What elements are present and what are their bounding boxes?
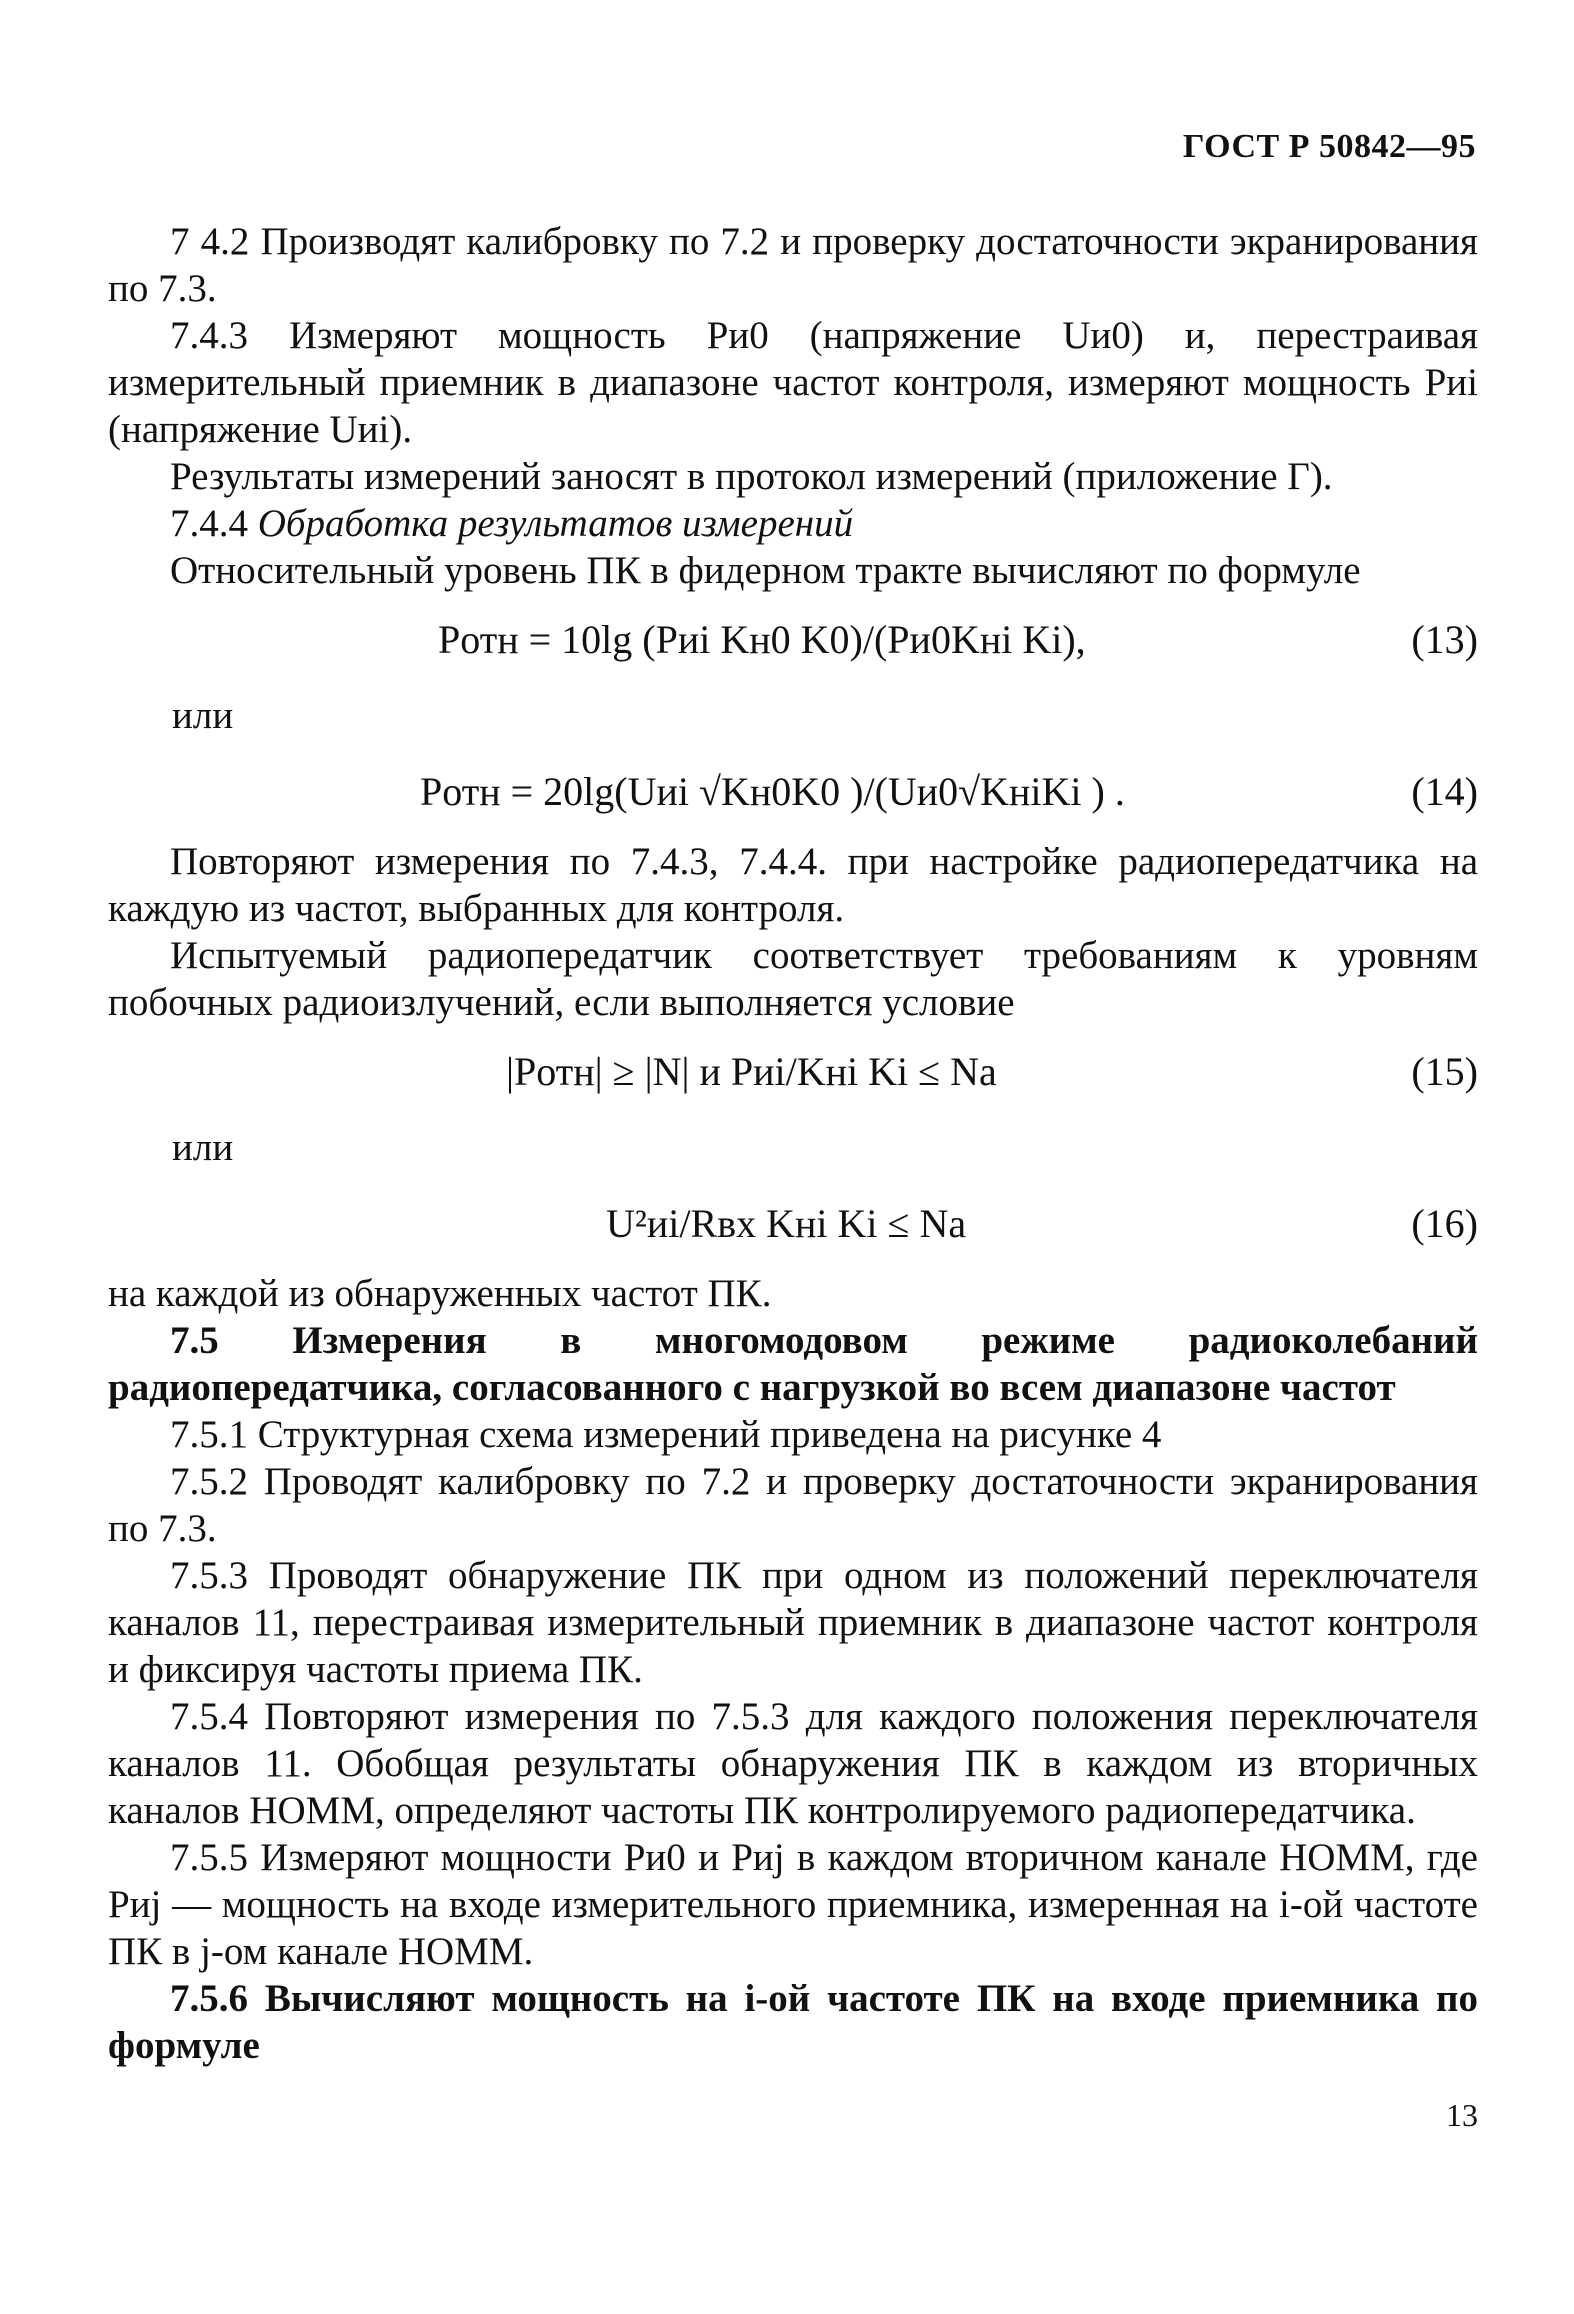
formula-16	[108, 1186, 1478, 1262]
section-title: Обработка результатов измерений	[257, 502, 854, 545]
paragraph-results: Результаты измерений заносят в протокол измерений (приложение Г).	[170, 455, 1333, 498]
formula-16-expression: U²иi/Rвх Kнi Ki ≤ Nа	[606, 1201, 967, 1246]
paragraph-7-5-5: 7.5.5 Измеряют мощности Pи0 и Pиj в каждом вторичном канале НОММ, где Pиj — мощность на входе измерительного приемника, измеренная на i-ой частоте ПК в j-ом канале НОММ.	[108, 1836, 1478, 1973]
formula-14	[108, 754, 1478, 830]
formula-13-number: (13)	[1411, 617, 1478, 662]
document-header: ГОСТ Р 50842—95	[1182, 128, 1476, 165]
section-number: 7.4.4	[170, 502, 248, 545]
paragraph-7-5-2: 7.5.2 Проводят калибровку по 7.2 и проверку достаточности экранирования по 7.3.	[108, 1460, 1478, 1550]
paragraph-each-frequency: на каждой из обнаруженных частот ПК.	[108, 1272, 772, 1315]
document-body	[108, 218, 1478, 2069]
page-number: 13	[1446, 2097, 1478, 2133]
formula-13-expression: Pотн = 10lg (Pиi Kн0 K0)/(Pи0Kнi Ki),	[438, 617, 1086, 662]
formula-15-number: (15)	[1411, 1049, 1478, 1094]
paragraph-7-5-3: 7.5.3 Проводят обнаружение ПК при одном из положений переключателя каналов 11, перестраивая измерительный приемник в диапазоне частот контроля и фиксируя частоты приема ПК.	[108, 1554, 1478, 1691]
paragraph-7-5-6: 7.5.6 Вычисляют мощность на i-ой частоте ПК на входе приемника по формуле	[108, 1977, 1478, 2067]
section-7-5-heading: 7.5 Измерения в многомодовом режиме радиоколебаний радиопередатчика, согласованного с нагрузкой во всем диапазоне частот	[108, 1319, 1478, 1409]
paragraph-7-5-4: 7.5.4 Повторяют измерения по 7.5.3 для каждого положения переключателя каналов 11. Обобщая результаты обнаружения ПК в каждом из вторичных каналов НОММ, определяют частоты ПК контролируемого радиопередатчика.	[108, 1695, 1478, 1832]
or-label: или	[172, 694, 234, 737]
paragraph-7-4-3: 7.4.3 Измеряют мощность Pи0 (напряжение Uи0) и, перестраивая измерительный приемник в диапазоне частот контроля, измеряют мощность Pиi (напряжение Uиi).	[108, 314, 1478, 451]
formula-16-number: (16)	[1411, 1201, 1478, 1246]
paragraph-relative-level: Относительный уровень ПК в фидерном тракте вычисляют по формуле	[170, 549, 1361, 592]
formula-13	[108, 602, 1478, 678]
paragraph-tested-transmitter: Испытуемый радиопередатчик соответствует требованиям к уровням побочных радиоизлучений, если выполняется условие	[108, 934, 1478, 1024]
paragraph-7-5-1: 7.5.1 Структурная схема измерений приведена на рисунке 4	[170, 1413, 1162, 1456]
paragraph-7-4-2: 7 4.2 Производят калибровку по 7.2 и проверку достаточности экранирования по 7.3.	[108, 220, 1478, 310]
formula-15	[108, 1034, 1478, 1110]
formula-14-expression: Pотн = 20lg(Uиi √Kн0K0 )/(Uи0√KнiKi ) .	[420, 769, 1125, 814]
formula-14-number: (14)	[1411, 769, 1478, 814]
paragraph-repeat: Повторяют измерения по 7.4.3, 7.4.4. при настройке радиопередатчика на каждую из частот, выбранных для контроля.	[108, 840, 1478, 930]
paragraph-7-4-4	[108, 500, 1478, 547]
or-label: или	[172, 1126, 234, 1169]
formula-15-expression: |Pотн| ≥ |N| и Pиi/Kнi Ki ≤ Nа	[506, 1049, 997, 1094]
